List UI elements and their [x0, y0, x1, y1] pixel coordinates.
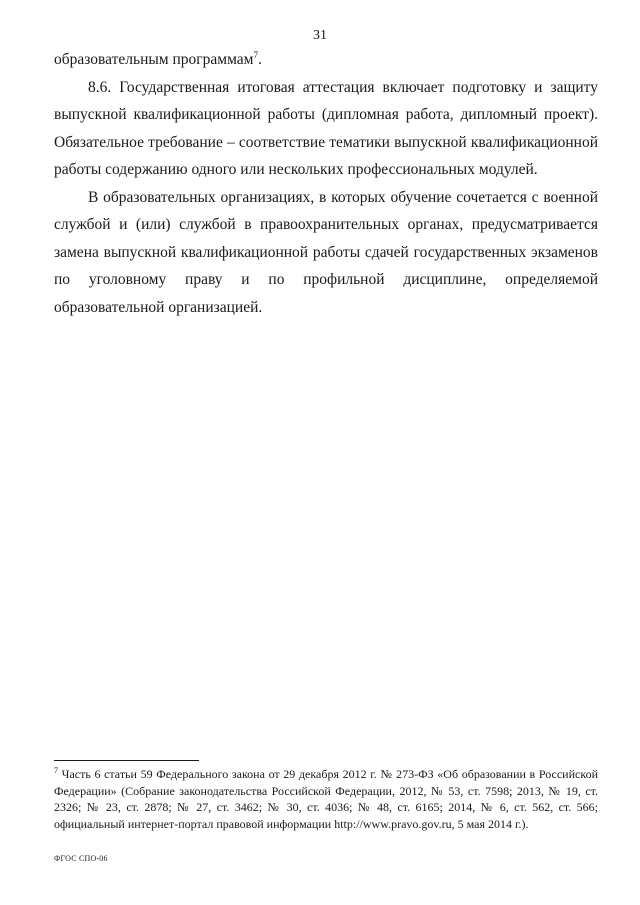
footnote-text: Часть 6 статьи 59 Федерального закона от 29 декабря 2012 г. № 273-ФЗ «Об образовании в Российской Федерации» (Собрание законодательства Российской Федерации, 2012, № 53, ст. 7598; 2013, № 19, ст. 2326; № 23, ст. 2878; № 27, ст. 3462; № 30, ст. 4036; № 48, ст. 6165; 2014, № 6, ст. 562, ст. 566; официальный интернет-портал правовой информации http://www.pravo.gov.ru, 5 мая 2014 г.).	[54, 767, 598, 831]
footnote-separator	[54, 760, 199, 761]
document-code: ФГОС СПО-06	[54, 854, 108, 863]
main-text	[54, 46, 598, 321]
continued-line-end: .	[257, 51, 262, 68]
footnote-reference: 7	[253, 49, 258, 60]
footnote	[54, 766, 598, 832]
paragraph-military-exception: В образовательных организациях, в которых обучение сочетается с военной службой и (или) службой в правоохранительных органах, предусматривается замена выпускной квалификационной работы сдачей государственных экзаменов по уголовному праву и по профильной дисциплине, определяемой образовательной организацией.	[54, 188, 598, 316]
continued-line	[54, 46, 598, 74]
page-number: 31	[313, 28, 327, 43]
footnote-marker: 7	[54, 766, 58, 775]
continued-line-text: образовательным программам	[54, 51, 254, 68]
paragraph-8-6: 8.6. Государственная итоговая аттестация включает подготовку и защиту выпускной квалификационной работы (дипломная работа, дипломный проект). Обязательное требование – соответствие тематики выпускной квалификационной работы содержанию одного или нескольких профессиональных модулей.	[54, 78, 598, 178]
